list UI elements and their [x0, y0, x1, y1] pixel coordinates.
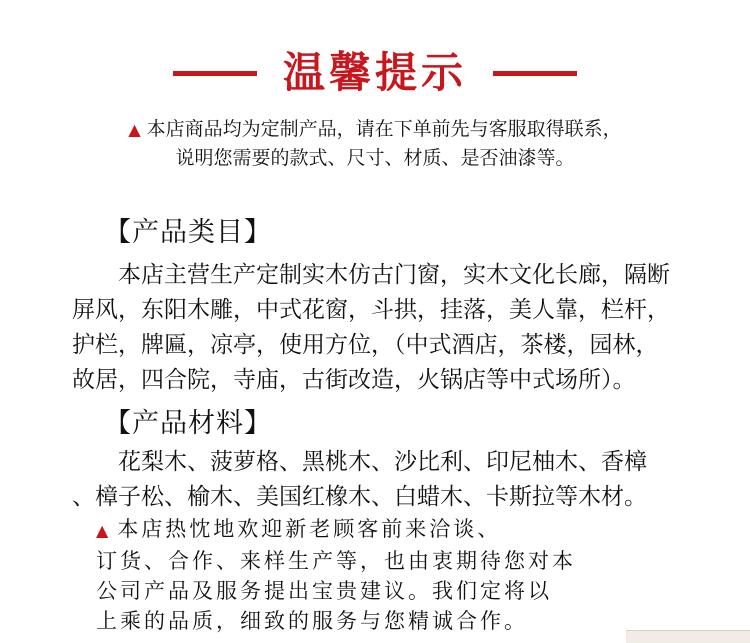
top-notice-line-2: 说明您需要的款式、尺寸、材质、是否油漆等。	[175, 147, 575, 169]
categories-line-3: 护栏，牌匾，凉亭，使用方位，（中式酒店，茶楼，园林，	[72, 332, 659, 358]
top-notice	[0, 115, 750, 172]
bottom-notice-line-2: 订货、合作、来样生产等，也由衷期待您对本	[96, 549, 576, 573]
bottom-notice-line-1	[96, 514, 696, 546]
categories-line-4: 故居，四合院，寺庙，古街改造，火锅店等中式场所）。	[72, 367, 636, 393]
bottom-notice	[96, 514, 696, 636]
bottom-notice-line-3: 公司产品及服务提出宝贵建议。我们定将以	[96, 579, 552, 603]
title-banner	[0, 38, 750, 108]
corner-watermark	[626, 630, 750, 643]
categories-line-2: 屏风，东阳木雕，中式花窗，斗拱，挂落，美人靠，栏杆，	[72, 297, 670, 323]
page-title: 温馨提示	[282, 48, 467, 97]
materials-line-1: 花梨木、菠萝格、黑桃木、沙比利、印尼柚木、香樟	[118, 449, 647, 475]
top-notice-text-1: 本店商品均为定制产品，请在下单前先与客服取得联系，	[146, 118, 622, 140]
materials-line-2: 、樟子松、榆木、美国红橡木、白蜡木、卡斯拉等木材。	[72, 484, 647, 510]
categories-paragraph	[72, 258, 692, 398]
title-right-dash	[493, 71, 577, 76]
warning-triangle-icon: ▲	[96, 521, 112, 540]
materials-paragraph	[72, 445, 692, 515]
bottom-notice-text-1: 本店热忱地欢迎新老顾客前来洽谈、	[117, 517, 502, 541]
categories-line-1: 本店主营生产定制实木仿古门窗，实木文化长廊，隔断	[118, 262, 670, 288]
materials-heading: 【产品材料】	[104, 408, 272, 439]
top-notice-line-1	[0, 115, 750, 144]
title-left-dash	[173, 71, 257, 76]
bottom-notice-line-4: 上乘的品质，细致的服务与您精诚合作。	[96, 609, 528, 633]
warning-triangle-icon: ▲	[128, 120, 141, 139]
categories-heading: 【产品类目】	[104, 217, 272, 248]
